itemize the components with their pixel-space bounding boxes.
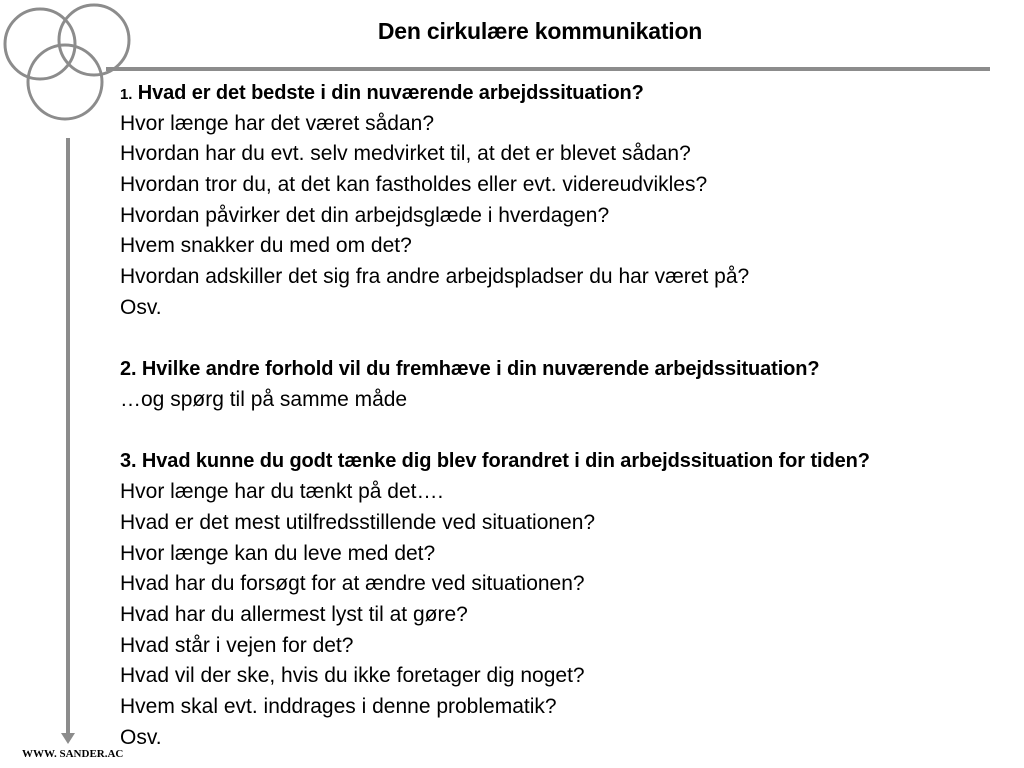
flow-arrow-line: [66, 138, 70, 735]
section1-line: Hvem snakker du med om det?: [120, 234, 412, 258]
section1-heading: [120, 78, 920, 109]
section3-line: Hvor længe har du tænkt på det….: [120, 480, 444, 504]
section1-line: Hvordan har du evt. selv medvirket til, at det er blevet sådan?: [120, 142, 691, 166]
section3-line: Hvad har du allermest lyst til at gøre?: [120, 603, 468, 626]
section1-line: Hvordan påvirker det din arbejdsglæde i hverdagen?: [120, 203, 610, 227]
page-title: Den cirkulære kommunikation: [377, 18, 703, 44]
logo-circle-right: [59, 5, 129, 75]
section2-heading: 2. Hvilke andre forhold vil du fremhæve i din nuværende arbejdssituation?: [120, 358, 820, 381]
section1-line: Hvor længe har det været sådan?: [120, 111, 435, 135]
section1-line: Hvordan adskiller det sig fra andre arbejdspladser du har været på?: [120, 265, 750, 289]
section1-number: 1.: [120, 86, 133, 103]
section3-line: Hvor længe kan du leve med det?: [120, 541, 436, 565]
section3-heading: 3. Hvad kunne du godt tænke dig blev forandret i din arbejdssituation for tiden?: [120, 450, 870, 473]
section3-line: Hvad har du forsøgt for at ændre ved situationen?: [120, 572, 585, 596]
three-circles-logo: [0, 0, 135, 125]
section1-line: Hvordan tror du, at det kan fastholdes eller evt. videreudvikles?: [120, 173, 708, 197]
spacer: [120, 416, 920, 447]
section3-line: Hvad er det mest utilfredsstillende ved situationen?: [120, 510, 596, 534]
section3-line: Hvad vil der ske, hvis du ikke foretager dig noget?: [120, 664, 585, 688]
footer-website: WWW. SANDER.AC: [22, 748, 124, 760]
section3-line: Hvad står i vejen for det?: [120, 633, 354, 657]
section3-line: Hvem skal evt. inddrages i denne problematik?: [120, 695, 557, 719]
section2-line: …og spørg til på samme måde: [120, 387, 408, 411]
logo-circle-bottom: [28, 45, 102, 119]
section3-line: Osv.: [120, 725, 162, 749]
spacer: [120, 324, 920, 355]
flow-arrow-head: [61, 733, 75, 744]
section1-heading-text: Hvad er det bedste i din nuværende arbejdssituation?: [137, 82, 644, 104]
section1-line: Osv.: [120, 295, 162, 319]
title-divider: [106, 67, 990, 71]
question-list: [120, 78, 920, 753]
